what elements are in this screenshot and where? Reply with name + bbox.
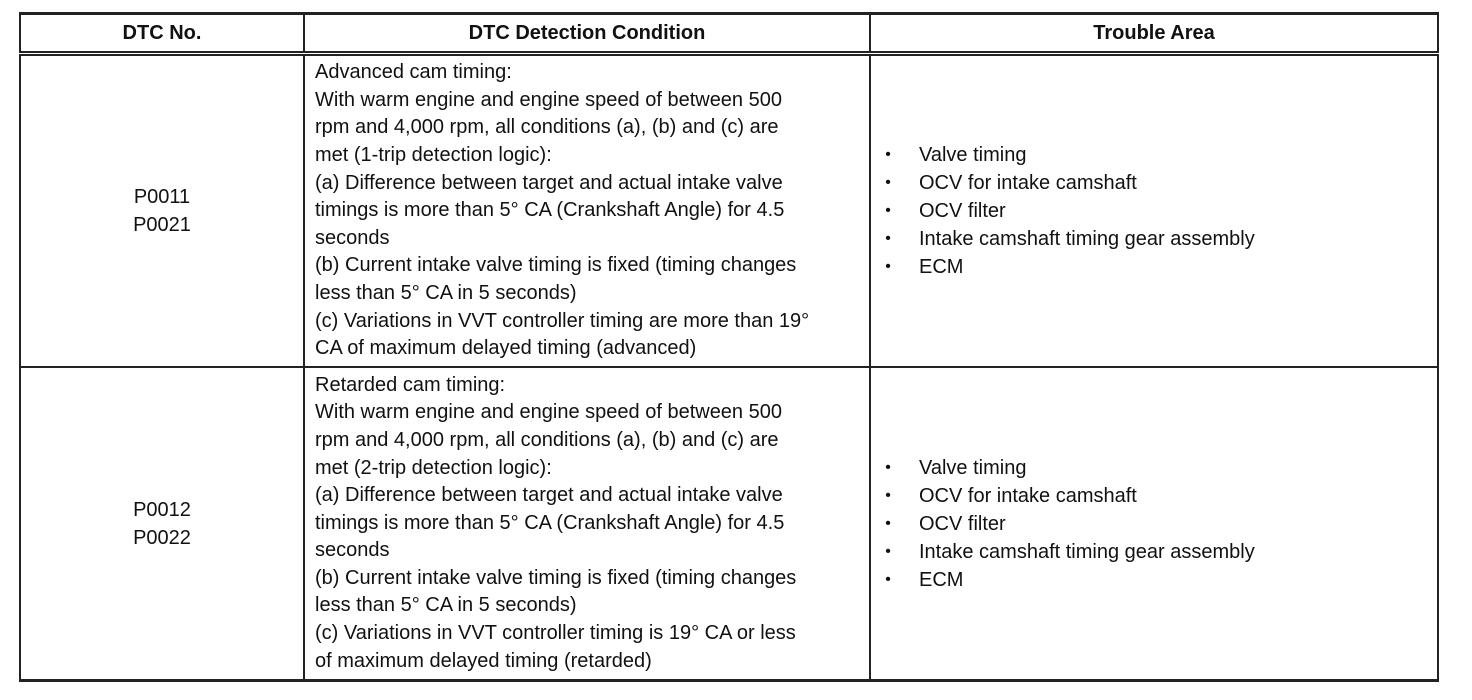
trouble-area-item: ECM [919,256,964,278]
detection-condition-cell [304,367,870,681]
trouble-area-cell [870,367,1438,681]
header-detection-condition: DTC Detection Condition [304,14,870,54]
condition-line: of maximum delayed timing (retarded) [315,649,652,672]
table-row [20,54,1438,368]
list-item [883,197,1437,225]
dtc-codes-cell [20,367,304,681]
condition-line: CA of maximum delayed timing (advanced) [315,337,697,360]
dtc-code: P0021 [133,214,191,236]
bullet-icon: • [885,458,891,476]
dtc-codes-cell [20,54,304,368]
trouble-area-cell [870,54,1438,368]
trouble-area-item: Valve timing [919,456,1027,479]
condition-line: With warm engine and engine speed of between 500 [315,88,782,111]
trouble-area-item: OCV filter [919,200,1006,222]
trouble-area-item: OCV filter [919,512,1006,535]
condition-line: seconds [315,226,390,249]
bullet-icon: • [885,486,891,504]
list-item [883,538,1437,566]
condition-line: met (1-trip detection logic): [315,144,552,167]
trouble-area-item: OCV for intake camshaft [919,484,1137,507]
dtc-code: P0022 [133,526,191,549]
bullet-icon: • [885,230,891,247]
trouble-area-item: OCV for intake camshaft [919,172,1137,194]
condition-line: (c) Variations in VVT controller timing is 19° CA or less [315,622,796,645]
condition-line: (a) Difference between target and actual intake valve [315,171,783,194]
condition-line: (b) Current intake valve timing is fixed (timing changes [315,254,797,277]
bullet-icon: • [885,258,891,275]
condition-line: (b) Current intake valve timing is fixed (timing changes [315,566,797,589]
header-trouble-area: Trouble Area [870,14,1438,54]
trouble-area-item: ECM [919,568,964,591]
bullet-icon: • [885,146,891,163]
dtc-table [19,12,1439,682]
trouble-area-list [883,454,1437,594]
list-item [883,141,1437,169]
trouble-area-item: Intake camshaft timing gear assembly [919,228,1255,250]
list-item [883,454,1437,482]
trouble-area-item: Intake camshaft timing gear assembly [919,540,1255,563]
bullet-icon: • [885,570,891,588]
bullet-icon: • [885,514,891,532]
dtc-code: P0011 [133,186,191,208]
bullet-icon: • [885,542,891,560]
trouble-area-list [883,141,1437,281]
trouble-area-item: Valve timing [919,144,1027,166]
list-item [883,253,1437,281]
condition-line: timings is more than 5° CA (Crankshaft Angle) for 4.5 [315,511,785,534]
condition-line: Retarded cam timing: [315,373,506,396]
header-dtc-no: DTC No. [20,14,304,54]
list-item [883,566,1437,594]
condition-line: (a) Difference between target and actual intake valve [315,484,783,507]
list-item [883,169,1437,197]
list-item [883,225,1437,253]
condition-line: rpm and 4,000 rpm, all conditions (a), (b) and (c) are [315,428,779,451]
detection-condition-cell [304,54,870,368]
condition-line: timings is more than 5° CA (Crankshaft Angle) for 4.5 [315,199,785,222]
condition-line: With warm engine and engine speed of between 500 [315,401,782,424]
header-row [20,14,1438,54]
condition-line: met (2-trip detection logic): [315,456,552,479]
bullet-icon: • [885,202,891,219]
condition-line: less than 5° CA in 5 seconds) [315,594,577,617]
condition-line: seconds [315,539,390,562]
bullet-icon: • [885,174,891,191]
condition-line: (c) Variations in VVT controller timing are more than 19° [315,309,810,332]
condition-line: Advanced cam timing: [315,61,512,84]
dtc-code: P0012 [133,498,191,521]
condition-line: rpm and 4,000 rpm, all conditions (a), (b) and (c) are [315,116,779,139]
condition-line: less than 5° CA in 5 seconds) [315,281,577,304]
table-row [20,367,1438,681]
list-item [883,482,1437,510]
list-item [883,510,1437,538]
